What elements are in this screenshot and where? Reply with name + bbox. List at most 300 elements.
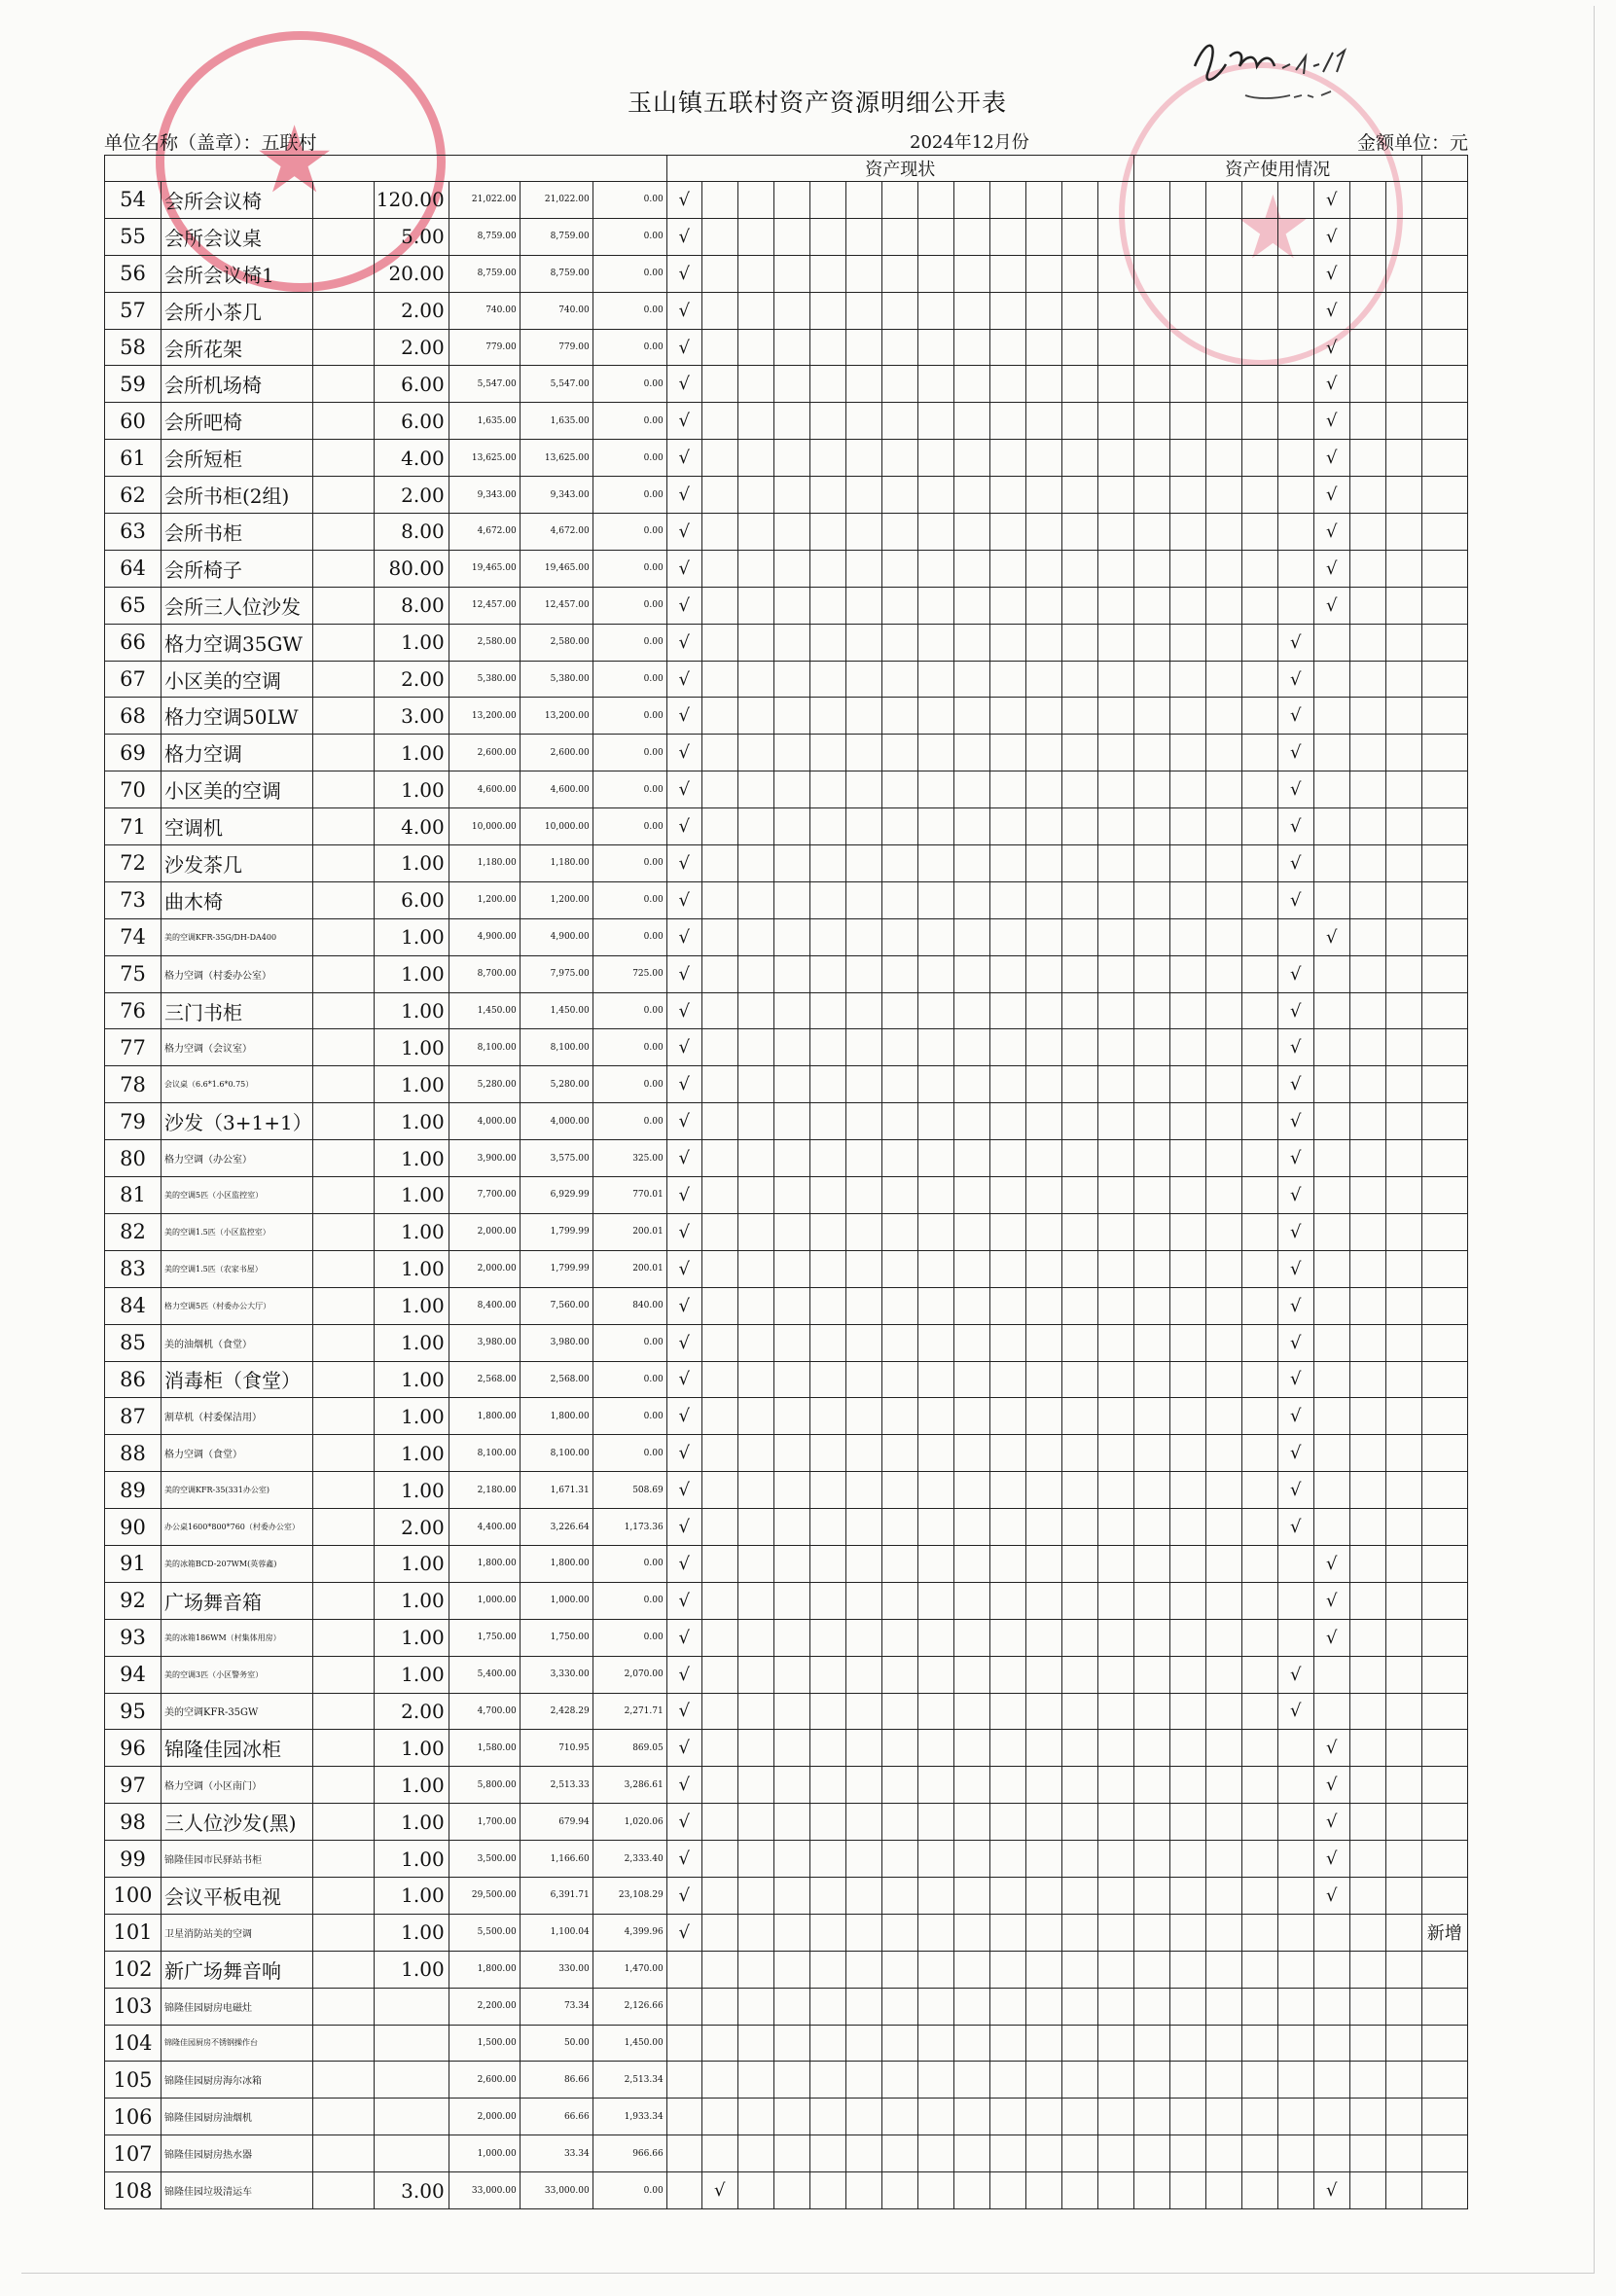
grid-cell (773, 1398, 809, 1435)
accumulated-depreciation: 6,929.99 (520, 1177, 593, 1214)
grid-cell (989, 624, 1025, 661)
grid-cell (1277, 1619, 1313, 1656)
grid-cell (773, 1767, 809, 1804)
grid-cell (917, 1472, 953, 1509)
grid-cell (809, 255, 845, 292)
grid-cell (845, 1324, 881, 1361)
grid-cell (1385, 1103, 1421, 1140)
grid-cell (845, 1582, 881, 1619)
row-number: 106 (105, 2099, 162, 2135)
quantity: 1.00 (374, 845, 449, 882)
original-value: 12,457.00 (449, 587, 520, 624)
grid-cell (1133, 1914, 1169, 1951)
check-mark-icon: √ (1277, 1398, 1313, 1435)
asset-name: 会所书柜 (162, 514, 313, 551)
grid-cell (773, 1656, 809, 1693)
spec-cell (312, 881, 374, 918)
grid-cell (1169, 2172, 1205, 2209)
grid-cell (1097, 1250, 1133, 1287)
grid-cell (737, 329, 773, 366)
check-mark-icon: √ (1313, 1804, 1349, 1841)
grid-cell (989, 477, 1025, 514)
grid-cell (1061, 1988, 1097, 2025)
grid-cell (809, 1877, 845, 1914)
quantity: 1.00 (374, 735, 449, 771)
report-period: 2024年12月份 (910, 132, 1029, 153)
grid-cell (1385, 1877, 1421, 1914)
grid-cell (1061, 1177, 1097, 1214)
grid-cell (809, 1951, 845, 1988)
remark-cell (1421, 1730, 1467, 1767)
grid-cell (881, 1509, 917, 1546)
grid-cell (1385, 1656, 1421, 1693)
original-value: 5,547.00 (449, 366, 520, 403)
grid-cell (1205, 1693, 1241, 1730)
original-value: 5,800.00 (449, 1767, 520, 1804)
original-value: 1,800.00 (449, 1545, 520, 1582)
grid-cell (1205, 1287, 1241, 1324)
grid-cell (917, 292, 953, 329)
grid-cell (737, 845, 773, 882)
grid-cell (666, 1988, 701, 2025)
grid-cell (1169, 771, 1205, 808)
grid-cell (1169, 2025, 1205, 2062)
grid-cell (1313, 1324, 1349, 1361)
accumulated-depreciation: 710.95 (520, 1730, 593, 1767)
grid-cell (845, 1361, 881, 1398)
grid-cell (917, 992, 953, 1029)
quantity: 2.00 (374, 661, 449, 698)
remark-cell (1421, 1103, 1467, 1140)
asset-name: 锦隆佳园厨房海尔冰箱 (162, 2062, 313, 2099)
table-row (105, 1029, 1468, 1066)
grid-cell (1205, 1877, 1241, 1914)
grid-cell (1133, 1545, 1169, 1582)
check-mark-icon: √ (1277, 1509, 1313, 1546)
check-mark-icon: √ (666, 1250, 701, 1287)
grid-cell (953, 292, 989, 329)
check-mark-icon: √ (666, 808, 701, 845)
grid-cell (989, 1693, 1025, 1730)
accumulated-depreciation: 3,980.00 (520, 1324, 593, 1361)
check-mark-icon: √ (666, 1029, 701, 1066)
grid-cell (1385, 1213, 1421, 1250)
grid-cell (1025, 2025, 1061, 2062)
net-value: 0.00 (593, 218, 666, 255)
grid-cell (701, 1693, 737, 1730)
grid-cell (737, 1287, 773, 1324)
check-mark-icon: √ (1313, 1767, 1349, 1804)
grid-cell (917, 1029, 953, 1066)
grid-cell (1097, 403, 1133, 440)
quantity: 1.00 (374, 1951, 449, 1988)
net-value: 0.00 (593, 292, 666, 329)
asset-name: 会所吧椅 (162, 403, 313, 440)
grid-cell (773, 2099, 809, 2135)
asset-name: 格力空调50LW (162, 698, 313, 735)
row-number: 94 (105, 1656, 162, 1693)
grid-cell (1205, 1324, 1241, 1361)
accumulated-depreciation: 8,759.00 (520, 255, 593, 292)
check-mark-icon: √ (1313, 918, 1349, 955)
grid-cell (989, 698, 1025, 735)
grid-cell (1241, 1767, 1277, 1804)
grid-cell (1385, 845, 1421, 882)
grid-cell (809, 881, 845, 918)
original-value: 1,800.00 (449, 1398, 520, 1435)
grid-cell (701, 1877, 737, 1914)
accumulated-depreciation: 33.34 (520, 2135, 593, 2172)
grid-cell (1349, 1693, 1385, 1730)
grid-cell (1385, 1914, 1421, 1951)
spec-cell (312, 366, 374, 403)
grid-cell (1169, 550, 1205, 587)
grid-cell (701, 881, 737, 918)
quantity (374, 2062, 449, 2099)
grid-cell (1241, 440, 1277, 477)
grid-cell (1133, 992, 1169, 1029)
accumulated-depreciation: 12,457.00 (520, 587, 593, 624)
grid-cell (1205, 1730, 1241, 1767)
spec-cell (312, 808, 374, 845)
spec-cell (312, 1767, 374, 1804)
grid-cell (1205, 1619, 1241, 1656)
grid-cell (1025, 182, 1061, 219)
grid-cell (953, 1435, 989, 1472)
grid-cell (1277, 550, 1313, 587)
grid-cell (1169, 1951, 1205, 1988)
grid-cell (1313, 1509, 1349, 1546)
check-mark-icon: √ (1313, 477, 1349, 514)
grid-cell (1385, 771, 1421, 808)
grid-cell (1169, 1877, 1205, 1914)
grid-cell (881, 1804, 917, 1841)
grid-cell (989, 1730, 1025, 1767)
grid-cell (1061, 2172, 1097, 2209)
grid-cell (1205, 955, 1241, 992)
table-row (105, 735, 1468, 771)
grid-cell (666, 1951, 701, 1988)
grid-cell (1097, 1656, 1133, 1693)
grid-cell (1133, 403, 1169, 440)
table-row (105, 771, 1468, 808)
spec-cell (312, 992, 374, 1029)
grid-cell (1313, 955, 1349, 992)
grid-cell (1241, 918, 1277, 955)
grid-cell (1349, 1841, 1385, 1878)
grid-cell (1025, 403, 1061, 440)
grid-cell (737, 292, 773, 329)
grid-cell (1241, 403, 1277, 440)
original-value: 4,000.00 (449, 1103, 520, 1140)
net-value: 770.01 (593, 1177, 666, 1214)
grid-cell (773, 1066, 809, 1103)
grid-cell (1097, 329, 1133, 366)
grid-cell (953, 1324, 989, 1361)
grid-cell (1169, 1693, 1205, 1730)
grid-cell (1313, 2135, 1349, 2172)
grid-cell (1241, 881, 1277, 918)
grid-cell (989, 1213, 1025, 1250)
grid-cell (953, 403, 989, 440)
grid-cell (1097, 1103, 1133, 1140)
asset-name: 会所椅子 (162, 550, 313, 587)
grid-cell (881, 329, 917, 366)
grid-cell (1349, 1287, 1385, 1324)
grid-cell (989, 587, 1025, 624)
quantity: 1.00 (374, 1914, 449, 1951)
grid-cell (1241, 771, 1277, 808)
net-value: 0.00 (593, 403, 666, 440)
grid-cell (737, 218, 773, 255)
check-mark-icon: √ (666, 992, 701, 1029)
check-mark-icon: √ (1277, 1103, 1313, 1140)
grid-cell (1133, 1250, 1169, 1287)
original-value: 4,400.00 (449, 1509, 520, 1546)
spec-cell (312, 1103, 374, 1140)
grid-cell (1385, 1177, 1421, 1214)
accumulated-depreciation: 50.00 (520, 2025, 593, 2062)
grid-cell (1205, 661, 1241, 698)
grid-cell (917, 2172, 953, 2209)
quantity: 8.00 (374, 587, 449, 624)
grid-cell (1097, 292, 1133, 329)
grid-cell (1025, 2062, 1061, 2099)
grid-cell (1205, 550, 1241, 587)
check-mark-icon: √ (1313, 1877, 1349, 1914)
grid-cell (953, 698, 989, 735)
grid-cell (773, 624, 809, 661)
grid-cell (1313, 698, 1349, 735)
grid-cell (1205, 1472, 1241, 1509)
grid-cell (1385, 2025, 1421, 2062)
accumulated-depreciation: 2,568.00 (520, 1361, 593, 1398)
asset-name: 格力空调 (162, 735, 313, 771)
table-row (105, 1951, 1468, 1988)
grid-cell (1097, 992, 1133, 1029)
grid-cell (737, 1250, 773, 1287)
grid-cell (845, 918, 881, 955)
grid-cell (1133, 1951, 1169, 1988)
grid-cell (809, 550, 845, 587)
grid-cell (881, 1213, 917, 1250)
table-row (105, 1361, 1468, 1398)
grid-cell (701, 1545, 737, 1582)
grid-cell (917, 1177, 953, 1214)
row-number: 100 (105, 1877, 162, 1914)
grid-cell (1313, 1103, 1349, 1140)
grid-cell (1025, 1398, 1061, 1435)
table-row (105, 477, 1468, 514)
row-number: 69 (105, 735, 162, 771)
row-number: 68 (105, 698, 162, 735)
grid-cell (1205, 403, 1241, 440)
asset-name: 办公桌1600*800*760（村委办公室） (162, 1509, 313, 1546)
grid-cell (1097, 587, 1133, 624)
grid-cell (845, 624, 881, 661)
accumulated-depreciation: 86.66 (520, 2062, 593, 2099)
spec-cell (312, 587, 374, 624)
grid-cell (1097, 1545, 1133, 1582)
grid-cell (701, 2062, 737, 2099)
grid-cell (917, 1250, 953, 1287)
grid-cell (989, 808, 1025, 845)
grid-cell (989, 2172, 1025, 2209)
grid-cell (1313, 2099, 1349, 2135)
remark-cell (1421, 1693, 1467, 1730)
grid-cell (917, 587, 953, 624)
original-value: 1,500.00 (449, 2025, 520, 2062)
grid-cell (1313, 2025, 1349, 2062)
table-row (105, 292, 1468, 329)
grid-cell (953, 587, 989, 624)
row-number: 64 (105, 550, 162, 587)
grid-cell (737, 661, 773, 698)
grid-cell (845, 1988, 881, 2025)
grid-cell (1097, 440, 1133, 477)
grid-cell (1241, 992, 1277, 1029)
net-value: 0.00 (593, 808, 666, 845)
grid-cell (666, 2172, 701, 2209)
grid-cell (917, 477, 953, 514)
remark-cell (1421, 955, 1467, 992)
grid-cell (1385, 624, 1421, 661)
grid-cell (1061, 1213, 1097, 1250)
grid-cell (1349, 440, 1385, 477)
check-mark-icon: √ (666, 1619, 701, 1656)
grid-cell (701, 1103, 737, 1140)
grid-cell (809, 955, 845, 992)
grid-cell (1349, 1730, 1385, 1767)
grid-cell (1169, 735, 1205, 771)
grid-cell (1133, 1140, 1169, 1177)
grid-cell (1169, 440, 1205, 477)
grid-cell (881, 1693, 917, 1730)
grid-cell (881, 661, 917, 698)
check-mark-icon: √ (1313, 329, 1349, 366)
grid-cell (809, 2172, 845, 2209)
check-mark-icon: √ (666, 550, 701, 587)
grid-cell (1349, 918, 1385, 955)
grid-cell (989, 366, 1025, 403)
grid-cell (1349, 1545, 1385, 1582)
quantity: 1.00 (374, 1177, 449, 1214)
grid-cell (989, 440, 1025, 477)
grid-cell (989, 1398, 1025, 1435)
grid-cell (1385, 1988, 1421, 2025)
check-mark-icon: √ (1313, 1545, 1349, 1582)
quantity: 2.00 (374, 1693, 449, 1730)
table-row (105, 550, 1468, 587)
grid-cell (737, 477, 773, 514)
grid-cell (1169, 218, 1205, 255)
original-value: 3,980.00 (449, 1324, 520, 1361)
grid-cell (1061, 918, 1097, 955)
grid-cell (845, 550, 881, 587)
spec-cell (312, 624, 374, 661)
accumulated-depreciation: 1,635.00 (520, 403, 593, 440)
grid-cell (1241, 550, 1277, 587)
spec-cell (312, 1693, 374, 1730)
grid-cell (809, 2135, 845, 2172)
grid-cell (1025, 1066, 1061, 1103)
grid-cell (881, 624, 917, 661)
grid-cell (701, 661, 737, 698)
grid-cell (773, 1509, 809, 1546)
net-value: 0.00 (593, 624, 666, 661)
grid-cell (701, 587, 737, 624)
grid-cell (701, 514, 737, 551)
original-value: 21,022.00 (449, 182, 520, 219)
seal-star-icon-right: ★ (1234, 177, 1312, 279)
accumulated-depreciation: 4,000.00 (520, 1103, 593, 1140)
accumulated-depreciation: 1,799.99 (520, 1213, 593, 1250)
check-mark-icon: √ (666, 1841, 701, 1878)
grid-cell (989, 550, 1025, 587)
grid-cell (773, 1730, 809, 1767)
grid-cell (953, 1693, 989, 1730)
grid-cell (809, 292, 845, 329)
grid-cell (989, 1472, 1025, 1509)
original-value: 4,900.00 (449, 918, 520, 955)
check-mark-icon: √ (666, 1066, 701, 1103)
grid-cell (773, 1287, 809, 1324)
row-number: 108 (105, 2172, 162, 2209)
accumulated-depreciation: 19,465.00 (520, 550, 593, 587)
grid-cell (917, 366, 953, 403)
grid-cell (666, 2062, 701, 2099)
grid-cell (701, 1435, 737, 1472)
original-value: 13,625.00 (449, 440, 520, 477)
quantity: 4.00 (374, 808, 449, 845)
asset-name: 美的空调5匹（小区监控室） (162, 1177, 313, 1214)
grid-cell (701, 403, 737, 440)
row-number: 54 (105, 182, 162, 219)
spec-cell (312, 1140, 374, 1177)
grid-cell (1169, 1140, 1205, 1177)
grid-cell (701, 255, 737, 292)
grid-cell (1097, 2135, 1133, 2172)
grid-cell (989, 735, 1025, 771)
grid-cell (1097, 1914, 1133, 1951)
grid-cell (1313, 1435, 1349, 1472)
grid-cell (1241, 1324, 1277, 1361)
grid-cell (1277, 1841, 1313, 1878)
grid-cell (1169, 1914, 1205, 1951)
table-row (105, 182, 1468, 219)
grid-cell (845, 2062, 881, 2099)
grid-cell (1061, 2025, 1097, 2062)
remark-cell (1421, 698, 1467, 735)
check-mark-icon: √ (666, 1177, 701, 1214)
quantity: 2.00 (374, 477, 449, 514)
grid-cell (989, 955, 1025, 992)
grid-cell (1241, 2099, 1277, 2135)
grid-cell (737, 1066, 773, 1103)
grid-cell (1385, 1730, 1421, 1767)
grid-cell (1349, 1877, 1385, 1914)
quantity: 1.00 (374, 1213, 449, 1250)
grid-cell (881, 1250, 917, 1287)
remark-cell (1421, 1177, 1467, 1214)
grid-cell (1277, 1988, 1313, 2025)
grid-cell (989, 845, 1025, 882)
grid-cell (1205, 477, 1241, 514)
row-number: 97 (105, 1767, 162, 1804)
grid-cell (989, 403, 1025, 440)
asset-name: 锦隆佳园厨房电磁灶 (162, 1988, 313, 2025)
grid-cell (917, 845, 953, 882)
